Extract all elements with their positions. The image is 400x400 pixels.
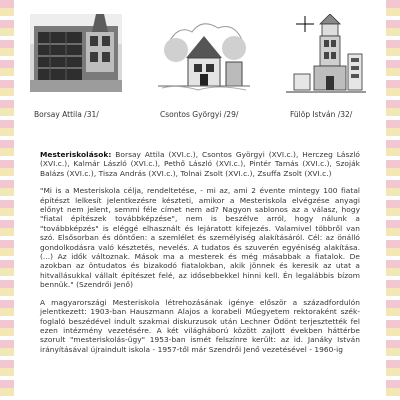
students-list: Borsay Attila (XVI.c.), Csontos Györgyi (XVI.c.), Herczeg László (XVI.c.), Kalmár László (XVI.c.), Pethő László (XVI.c.), Pintér Tamás (XVI.c.), Szoják Balázs (XVI.c.), Tisza András (XVI.c.), Tolnai Zsolt (XVI.c.), Zsuffa Zsolt (XVI.c.) <box>40 150 360 178</box>
left-border-stripes <box>0 0 14 400</box>
photo-fulop <box>286 14 366 98</box>
tower-drawing-image <box>286 14 366 98</box>
history-paragraph: A magyarországi Mesteriskola létrehozásának igénye először a századfordulón jelentkezett: 1903-ban Hauszmann Alajos a korabeli Műegyetem rektoraként székfoglaló beszédével indult szakmai diskurzusok után Lechner Ödönt terjesztették fel ezen intézmény vezetésére. A két világháború között zajlott években háttérbe szorult "mesteriskolás-ügy" 1953-ban ismét felszínre került: az id. Janáky István irányításával újraindult iskola - 1957-től már Szendrői Jenő vezetésével - 1960-ig <box>40 297 360 354</box>
students-label: Mesteriskolások: <box>40 150 112 159</box>
photo-csontos <box>158 14 250 94</box>
photo-caption-csontos: Csontos Györgyi /29/ <box>160 110 239 119</box>
photo-caption-fulop: Fülöp István /32/ <box>290 110 353 119</box>
students-paragraph <box>40 150 360 178</box>
quote-paragraph: "Mi is a Mesteriskola célja, rendeltetése, - mi az, ami 2 évente mintegy 100 fiatal építészt lelkesít jelentkezésre készteti, amikor a Mesteriskola elvégzése anyagi előnyt nem jelent, semmi féle címet nem ad? Nagyon sablonos az a válasz, hogy "fiatal építészek továbbképzése", nem is beszélve arról, hogy nálunk a "továbbképzés" is eléggé elhasznált és lejáratott kifejezés. Valamivel többről van szó. Elsősorban és döntően: a szemlélet és személyiség alakításáról. Cél: az önálló gondolkodásra való késztetés, nevelés. A tudatos és szuverén egyéniség alakítása. (...) Az idők változnak. Mások ma a mesterek és még másabbak a fiatalok. De azokban az öntudatos és bizakodó fiatalokban, akik jönnek és keresik az utat a hitvallásukkal vállalt építészet felé, az idősebbekkel hinni kell. Én legalábbis bízom bennük." (Szendrői Jenő) <box>40 186 360 290</box>
photo-borsay <box>30 14 122 92</box>
right-border-stripes <box>386 0 400 400</box>
photo-row <box>30 14 374 122</box>
building-photo-image <box>30 14 122 92</box>
photo-caption-borsay: Borsay Attila /31/ <box>34 110 99 119</box>
house-sketch-image <box>158 14 250 94</box>
article-text <box>40 150 360 362</box>
